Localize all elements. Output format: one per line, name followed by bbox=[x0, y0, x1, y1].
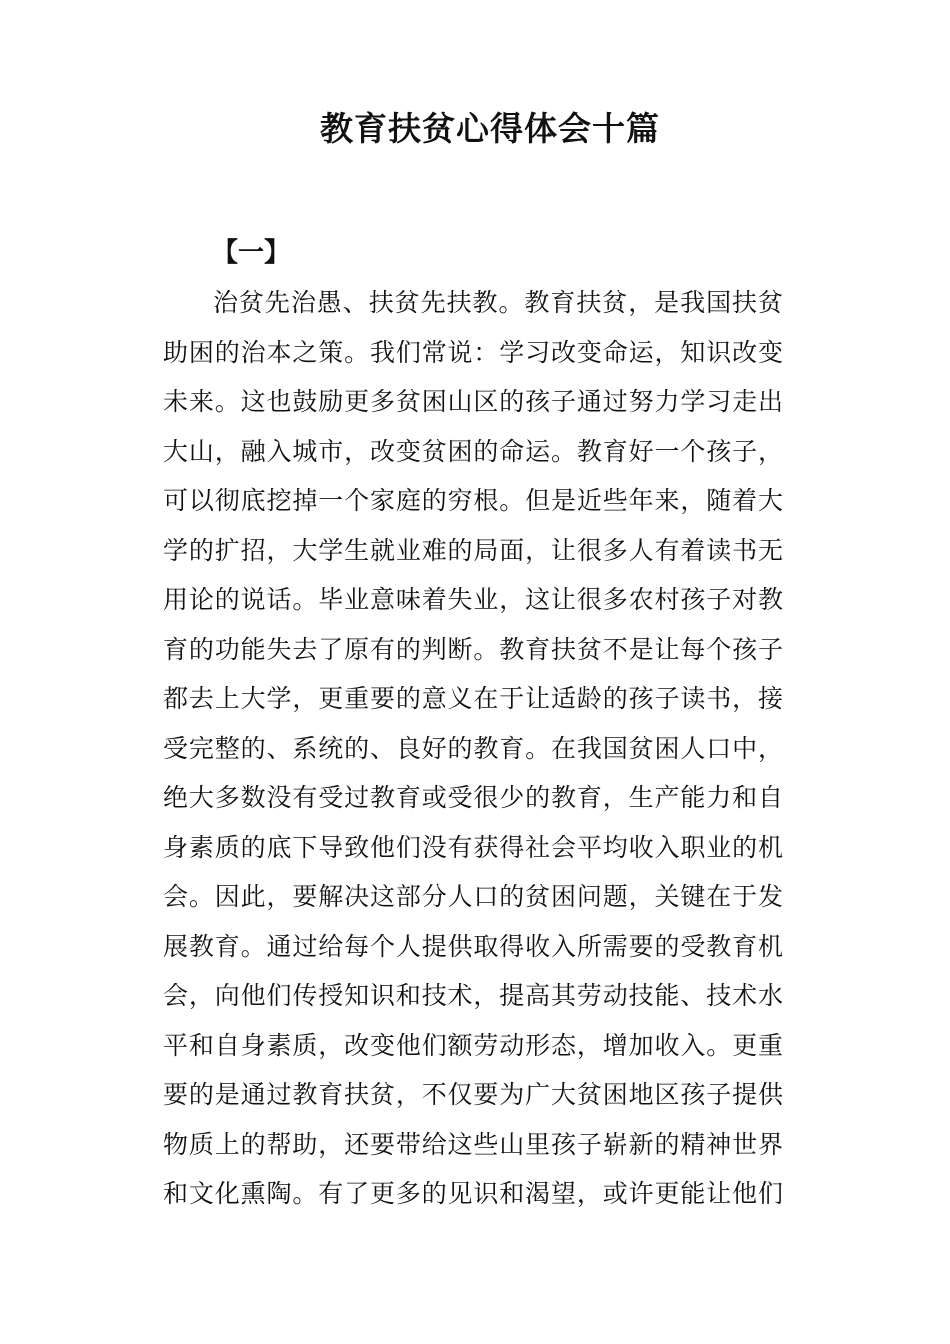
text-line: 可以彻底挖掉一个家庭的穷根。但是近些年来，随着大 bbox=[163, 486, 783, 515]
section-heading: 【一】 bbox=[212, 238, 291, 268]
text-line: 会。因此，要解决这部分人口的贫困问题，关键在于发 bbox=[163, 882, 783, 911]
text-line: 受完整的、系统的、良好的教育。在我国贫困人口中， bbox=[163, 733, 783, 763]
text-line: 助困的治本之策。我们常说：学习改变命运，知识改变 bbox=[163, 337, 783, 367]
text-line: 身素质的底下导致他们没有获得社会平均收入职业的机 bbox=[163, 832, 783, 862]
text-line: 会，向他们传授知识和技术，提高其劳动技能、技术水 bbox=[163, 981, 783, 1010]
text-line: 用论的说话。毕业意味着失业，这让很多农村孩子对教 bbox=[163, 585, 783, 614]
text-line: 育的功能失去了原有的判断。教育扶贫不是让每个孩子 bbox=[163, 634, 783, 664]
text-line: 展教育。通过给每个人提供取得收入所需要的受教育机 bbox=[163, 931, 783, 961]
text-line: 物质上的帮助，还要带给这些山里孩子崭新的精神世界 bbox=[163, 1129, 783, 1159]
body-paragraph bbox=[163, 278, 783, 1219]
text-line: 大山，融入城市，改变贫困的命运。教育好一个孩子， bbox=[163, 436, 783, 466]
text-line: 绝大多数没有受过教育或受很少的教育，生产能力和自 bbox=[163, 783, 783, 812]
text-line: 都去上大学，更重要的意义在于让适龄的孩子读书，接 bbox=[163, 684, 783, 713]
text-line: 平和自身素质，改变他们额劳动形态，增加收入。更重 bbox=[163, 1030, 783, 1060]
text-line: 未来。这也鼓励更多贫困山区的孩子通过努力学习走出 bbox=[163, 387, 783, 416]
document-title: 教育扶贫心得体会十篇 bbox=[320, 109, 660, 148]
text-line: 学的扩招，大学生就业难的局面，让很多人有着读书无 bbox=[163, 535, 783, 565]
text-line: 要的是通过教育扶贫，不仅要为广大贫困地区孩子提供 bbox=[163, 1080, 783, 1109]
text-line: 治贫先治愚、扶贫先扶教。教育扶贫，是我国扶贫 bbox=[213, 288, 783, 317]
text-line: 和文化熏陶。有了更多的见识和渴望，或许更能让他们 bbox=[163, 1179, 783, 1208]
